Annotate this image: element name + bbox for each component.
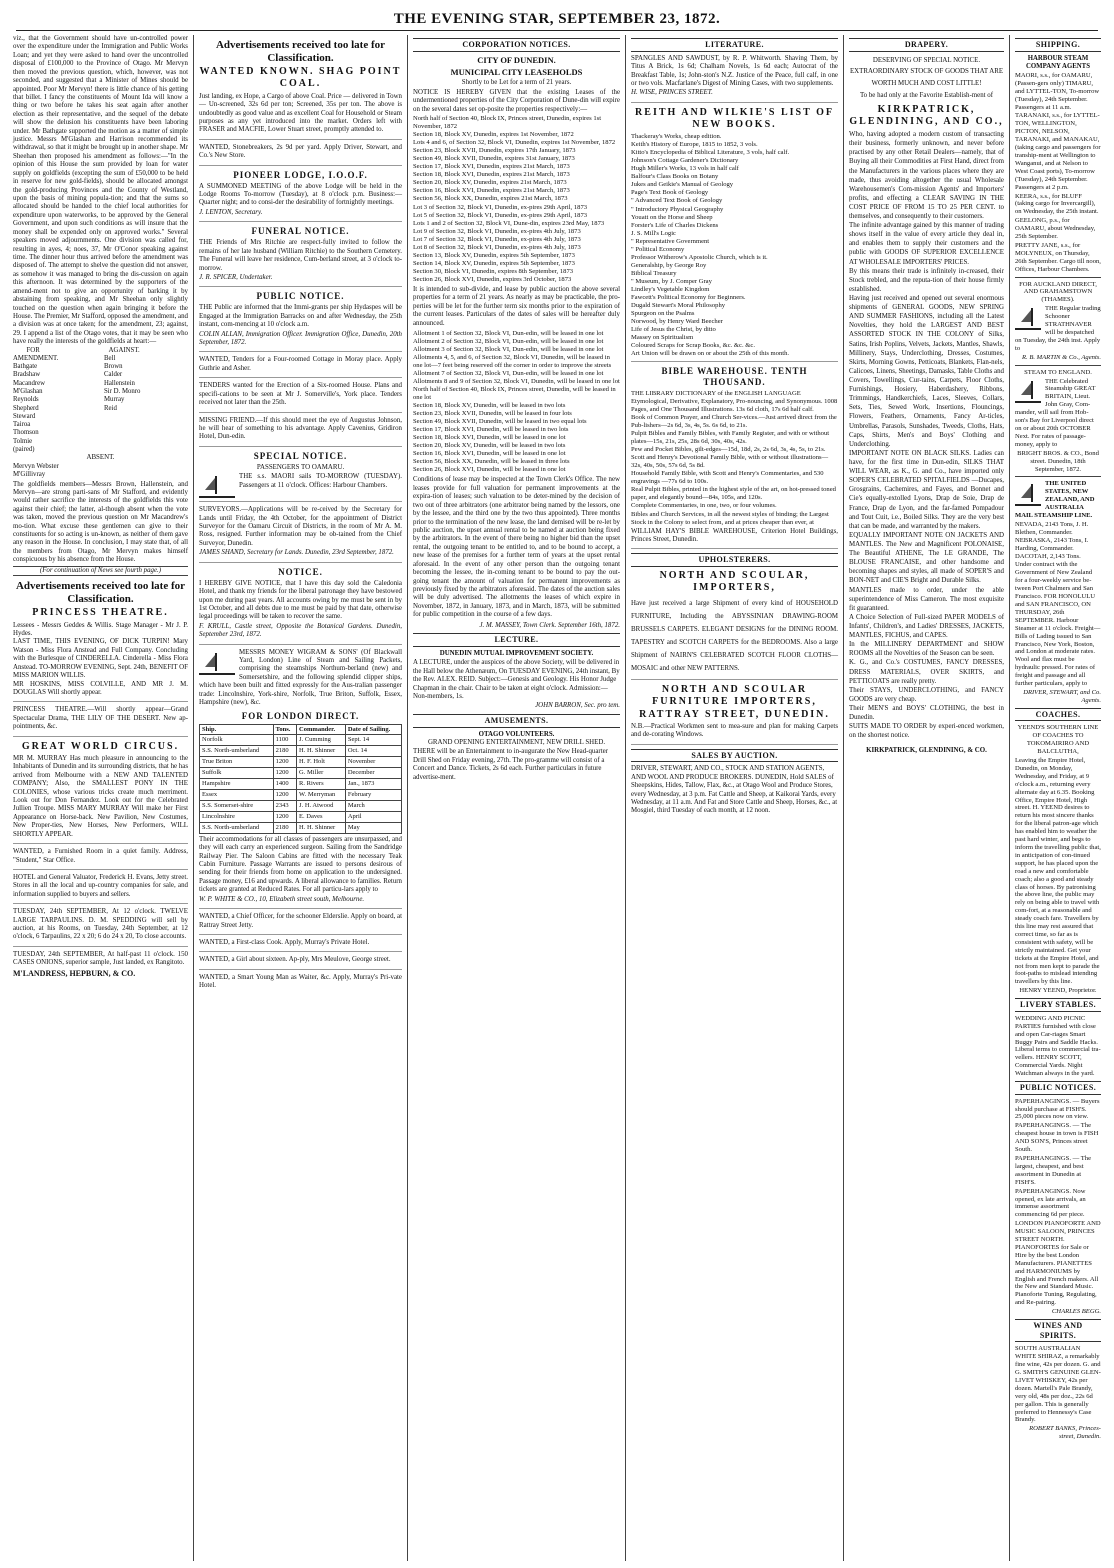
table-cell: May <box>345 822 401 833</box>
ship-icon <box>199 474 235 498</box>
table-cell: Lincolnshire <box>200 811 274 822</box>
chief-officer-text: WANTED, a Chief Officer, for the schooner Elderslie. Apply on board, at Rattray Street Jetty. <box>199 913 402 929</box>
ns-title: NORTH AND SCOULAR, IMPORTERS, <box>659 570 810 594</box>
wanted-room-text: WANTED, a Furnished Room in a quiet family. Address, "Student," Star Office. <box>13 848 188 864</box>
strathnaver-ad: THE Regular trading Schooner STRATHNAVER will be despatched on Tuesday, the 24th inst. Apply to <box>1015 305 1101 352</box>
lecture-section: LECTURE. <box>413 633 620 647</box>
lease-lots: North half of Section 40, Block IX, Princes street, Dunedin, expires 1st November, 1872 Section 18, Block XV, Dunedin, expires 1st November, 1872 Lots 4 and 6, of Section 32, Block VI, Dunedin, expires 1st November, 1872 Section 23, Block XVII, Dunedin, expires 17th January, 1873 Section 49, Block XVII, Dunedin, expires 31st January, 1873 Section 17, Block XVI, Dunedin, expires 21st March, 1873 Section 18, Block XVI, Dunedin, expires 21st March, 1873 Section 20, Block XV, Dunedin, expires 21st March, 1873 Section 16, Block XVI, Dunedin, expires 21st March, 1873 Section 56, Block XX, Dunedin, expires 21st March, 1873 Lot 3 of Section 32, Block VI, Dunedin, ex-pires 29th April, 1873 Lot 5 of Section 32, Block VI, Dunedin, ex-pires 29th April, 1873 Lots 1 and 2 of Section 32, Block VI, Dune-din, expires 23rd May, 1873 Lot 9 of Section 32, Block VI, Dunedin, ex-pires 4th July, 1873 Lot 7 of Section 32, Block VI, Dunedin, ex-pires 4th July, 1873 Lot 8 of Section 32, Block VI, Dunedin, ex-pires 4th July, 1873 Section 13, Block XV, Dunedin, expires 5th September, 1873 Section 14, Block XV, Dunedin, expires 5th September, 1873 Section 30, Block VI, Dunedin, expires 8th September, 1873 Section 26, Block XVI, Dunedin, expires 3rd October, 1873 <box>413 115 616 283</box>
taranaki-ad: TARANAKI, s.s., for LYTTEL-TON, WELLINGTON, PICTON, NELSON, TARANAKI, and MANAKAU, (taking cargo and passengers for tranship-ment at Wellington to Wanganui, and at Nelson to West Coast ports), To-morrow (Tuesday), 24th September. Passengers at 2 p.m. <box>1015 112 1101 191</box>
tender-cottage-ad <box>199 356 402 378</box>
coaches-section: COACHES. <box>1015 708 1101 722</box>
lease-allotments: Allotment 1 of Section 32, Block VI, Dun-edin, will be leased in one lot Allotment 2 of Section 32, Block VI, Dun-edin, will be leased in one lot Allotment 3 of Section 32, Block VI, Dun-edin, will be leased in one lot Allotments 4, 5, and 6, of Section 32, Block VI, Dunedin, will be leased in one lot—7 feet being reserved off the corner in order to improve the streets Allotment 7 of Section 32, Block VI, Dun-edin, will be leased in one lot Allotments 8 and 9 of Section 32, Block VI, Dunedin, will be leased in one lot North half of Section 40, Block IX, Princes street, Dunedin, will be leased in one lot Section 18, Block XV, Dunedin, will be leased in two lots Section 23, Block XVII, Dunedin, will be leased in four lots Section 49, Block XVII, Dunedin, will be leased in two equal lots Section 17, Block XVI, Dunedin, will be leased in two lots Section 18, Block XVI, Dunedin, will be leased in one lot Section 20, Block XV, Dunedin, will be leased in two lots Section 16, Block XVI, Dunedin, will be leased in one lot Section 56, Block XX, Dunedin, will be leased in three lots Section 26, Block XVI, Dunedin, will be leased in one lot <box>413 329 620 474</box>
harbour-title: HARBOUR STEAM COMPANY AGENTS <box>1025 54 1090 70</box>
sale2-text: TUESDAY, 24th SEPTEMBER, At half-past 11 o'clock. 150 CASES ONIONS, superior sample, Just landed, ex Rangitoto. <box>13 950 188 967</box>
table-header: Tons. <box>273 724 296 735</box>
piano-sig: CHARLES BEGG. <box>1051 1308 1101 1316</box>
pioneer-title: PIONEER LODGE, I.O.O.F. <box>233 169 368 180</box>
princess-theatre-ad <box>13 607 188 702</box>
table-cell: H. H. Shinner <box>297 822 346 833</box>
table-cell: Sept. 14 <box>345 735 401 746</box>
table-cell: 2343 <box>273 801 296 812</box>
auckland-title: FOR AUCKLAND DIRECT, AND GRAHAMSTOWN (THAMES). <box>1019 280 1097 304</box>
table-cell: True Briton <box>200 757 274 768</box>
pioneer-ad <box>199 170 402 223</box>
surveyors-text: SURVEYORS.—Applications will be re-ceived by the Secretary for Lands until Friday, the 4th October, for the appointment of District Surveyor for the Oamaru Circuit of Districts, in the room of Mr A. M. Ross, resigned. Further information may be ob-tained from the Chief Surveyor, Dunedin. <box>199 506 402 547</box>
columns <box>8 35 1106 1561</box>
table-cell: 2180 <box>273 746 296 757</box>
funeral-title: FUNERAL NOTICE. <box>251 226 350 237</box>
sailing-table <box>199 724 402 834</box>
spangles-ad <box>631 55 838 103</box>
surveyors-ad <box>199 506 402 563</box>
piano-ad: LONDON PIANOFORTE AND MUSIC SALOON, PRINCES STREET NORTH. PIANOFORTES for Sale or Hire by the best London Manufacturers. PIANETTES and HARMONIUMS by English and French makers. All the New and Standard Music. Pianoforte Tuning, Regulating, and Re-pairing. <box>1015 1220 1101 1307</box>
table-cell: S.S. Somerset-shire <box>200 801 274 812</box>
funeral-body: THE Friends of Mrs Ritchie are respect-fully invited to follow the remains of her late husband (William Ritchie) to the Southern Cemetery. The Funeral will leave her residence, Cum-berland street, at 3 o'clock to-morrow. <box>199 239 402 272</box>
reith-list: Thackeray's Works, cheap edition. Keith's History of Europe, 1815 to 1852, 3 vols. Kitto's Encyclopedia of Biblical Literature, 3 vols, half calf. Johnson's Cottage Gardener's Dictionary Hugh Miller's Works, 13 vols in half calf Balfour's Class Books on Botany Jukes and Geikie's Manual of Geology Page's Text Book of Geology " Advanced Text Book of Geology " Introductory Physical Geography Youatt on the Horse and Sheep Forster's Life of Charles Dickens J. S. Mill's Logic " Representative Government " Political Economy Professor Witherow's Apostolic Church, which is it. Generalship, by George Roy Biblical Treasury " Museum, by J. Comper Gray Lindley's Vegetable Kingdom Fawcett's Political Economy for Beginners. Dugald Stewart's Moral Philosophy Spurgeon on the Psalms Norwood, by Henry Ward Beecher Life of Jesus the Christ, by ditto Massey on Spiritualism Coloured Scraps for Scrap Books, &c. &c. &c. Art Union will be drawn on or about the 25th of this month. <box>631 133 790 358</box>
circus-body: MR M. MURRAY Has much pleasure in announcing to the Inhabitants of Dunedin and its surrounding districts, that he has arrived from Melbourne with a NEW AND TALENTED COMPANY; Also, the SMALLEST PONY IN THE COLONIES, whose various tricks create much merriment. Look out for Don Fernandez. Look out for the Celebrated Jullien Troupe. MISS MARY MURRAY Will make her First Appearance on Horse-back. New Pavilion, New Costumes, New Proper-ties, New Horses, New Performers, WILL SHORTLY APPEAR. <box>13 754 188 838</box>
missing-text: MISSING FRIEND.—If this should meet the eye of Augustus Johnson, he will hear of something to his advantage. Apply Cavenius, Gridiron Hotel, Dun-edin. <box>199 416 402 441</box>
usnz-ships: NEVADA, 2143 Tons, J. H. Blethen, Commander. NEBRASKA, 2143 Tons, I. Harding, Commander. DACOTAH, 2,143 Tons. <box>1015 520 1089 560</box>
table-cell: 1200 <box>273 757 296 768</box>
table-cell: April <box>345 811 401 822</box>
lease-sub: Shortly to be Let for a term of 21 years. <box>461 79 572 87</box>
funeral-ad <box>199 226 402 287</box>
tender-shop-ad <box>199 382 402 412</box>
late-heading-2: Advertisements received too late for Classification. <box>215 39 385 64</box>
pretty-jane-ad: PRETTY JANE, s.s., for MOLYNEUX, on Thursday, 26th September. Cargo till noon, Offices, Harbour Chambers. <box>1015 241 1101 273</box>
masthead: THE EVENING STAR, SEPTEMBER 23, 1872. <box>16 8 1098 31</box>
table-cell: J. Cumming <box>297 735 346 746</box>
continuation-note: (For continuation of News see fourth page.) <box>13 566 188 576</box>
drapery-foot: KIRKPATRICK, GLENDINING, & CO. <box>866 747 987 755</box>
table-row <box>200 768 402 779</box>
pioneer-body: A SUMMONED MEETING of the above Lodge will be held in the Lodge Rooms To-morrow (Tuesday), at 8 o'clock p.m. Business:—Quarter night; and to consi-der the desirability of fortnightly meetings. <box>199 182 402 207</box>
table-row <box>200 801 402 812</box>
table-cell: G. Miller <box>297 768 346 779</box>
chief-officer-ad <box>199 913 402 935</box>
notice-title: NOTICE. <box>278 566 323 577</box>
tender-cottage-text: WANTED, Tenders for a Four-roomed Cottage in Moray place. Apply Guthrie and Asher. <box>199 356 402 372</box>
public-notice-ad <box>199 291 402 352</box>
column-6 <box>1010 35 1106 1561</box>
ns-body: Have just received a large Shipment of every kind of HOUSEHOLD FURNITURE, Including the ABYSSINIAN DRAWING-ROOM BRUSSELS CARPETS. ELEGANT DESIGNS for the DINING ROOM. TAPESTRY and SCOTCH CARPETS for the BEDROOMS. Also a large Shipment of NAIRN'S CELEBRATED SCOTCH FLOOR CLOTHS—MOSAIC and other NEW PATTERNS. <box>631 599 838 673</box>
special-title: SPECIAL NOTICE. <box>253 450 348 461</box>
notice-body: I HEREBY GIVE NOTICE, that I have this day sold the Caledonia Hotel, and thank my friends for the liberal patronage they have bestowed upon me during past years. All accounts owing by me must be sent in by 1st October, and all debts due to me must be paid by that date, otherwise legal proceedings will be taken to recover the same. <box>199 579 402 621</box>
table-row <box>200 811 402 822</box>
special-sub: PASSENGERS TO OAMARU. <box>256 463 345 471</box>
surveyors-sig: JAMES SHAND, Secretary for Lands. Dunedin, 23rd September, 1872. <box>199 549 394 557</box>
table-cell: E. Daves <box>297 811 346 822</box>
paper2-ad: PAPERHANGINGS. — The cheapest house in town is FISH AND SON'S, Princes street South. <box>1015 1122 1099 1154</box>
table-header: Date of Sailing. <box>345 724 401 735</box>
news-text: viz., that the Government should have un-controlled power over the expenditure under the Immigration and Public Works Loan; and yet they were asked to hand over the uncontrolled disposal of £100,000 to the Province of Otago. Mr Mervyn then moved the previous question, which, however, was not seconded, and suggested that a Minister of Mines should be appointed. Poor Mr Mervyn! there is little chance of his getting that billet. I fancy the constituents of Mount Ida will know a thing or two before he takes his seat again after another election as their representative, and the sequel of the debate will show the delusion his constituents have been laboring under. Mr Bathgate supported the motion as a matter of simple justice. Messrs M'Glashan and Harrison recommended its withdrawal, so that it might be brought up in another shape. Mr Sheehan then proposed his amendment as follows:—"In the opinion of this House the sum provided by loan for water supply on goldfields (excepting the sum of £50,000 to be held in reserve for new gold-fields), should be allocated amongst the gold-producing Provinces and the County of Westland, upon the basis of mining popula-tion; and that the sums so allocated should be handed to the chief local authorities for expenditure upon waterworks, to be approved by the General Government, and upon such conditions as will insure that the money shall be expended only on approved works." Several speakers moved adjournments. One division was called for, resulting in ayes, 4; noes, 37, Mr O'Conor speaking against time. The dinner hour thus arrived before the amendment was disposed of. The attempt to shelve the question did not answer, as somehow it was managed to bring the dis-cussion on again this afternoon. It was determined by the supporters of the amend-ment not to give an opportunity of barking it by abstaining from speaking, and Mr Sheehan only slightly touched on the question when again bringing it before the House. The Premier, Mr Stafford, opposed the amendment, and a division was at once taken; for the amendment, 23; against, 29. I append a list of the Otago votes, that it may be seen who have really the interests of the goldfields at heart:— <box>13 35 188 346</box>
girl-ad <box>199 956 402 969</box>
spangles-text: SPANGLES AND SAWDUST, by R. P. Whitworth. Shaving Them, by Titus A Brick, 1s 6d; Chalham Novels, 1s 6d each; Autocrat of the Breakfast Table, 1s; John-ston's N.Z. Justice of the Peace, full calf, in one or two vols. Macfarlane's Digest of Mining Cases, with two supplements. <box>631 54 838 88</box>
yeend-title: YEEND'S SOUTHERN LINE OF COACHES TO TOKOMAIRIRO AND BALCLUTHA, <box>1017 724 1099 756</box>
hotel-text: HOTEL and General Valuator, Frederick H. Evans, Jetty street. Stores in all the local and up-country companies for sale, and information supplied to buyers and sellers. <box>13 873 188 898</box>
wines-section: WINES AND SPIRITS. <box>1015 1319 1101 1342</box>
bible-title: BIBLE WAREHOUSE. TENTH THOUSAND. <box>661 366 808 388</box>
table-cell: R. Rivers <box>297 779 346 790</box>
keera-ad: KEERA, s.s., for BLUFF (taking cargo for Invercargill), on Wednesday, the 25th instant. <box>1015 192 1099 216</box>
for-names: Bathgate Bradshaw Macandrew M'Glashan Reynolds Shepherd Steward Tairoa Thomson Tolmie (paired) <box>13 363 46 453</box>
upholsterers-section: UPHOLSTERERS. <box>631 553 838 567</box>
column-3 <box>408 35 626 1561</box>
circus-title: GREAT WORLD CIRCUS. <box>21 740 180 752</box>
girl-text: WANTED, a Girl about sixteen. Ap-ply, Mrs Meulove, George street. <box>199 956 391 964</box>
ns2-title: NORTH AND SCOULAR FURNITURE IMPORTERS, RATTRAY STREET, DUNEDIN. <box>639 684 830 720</box>
table-cell: 1400 <box>273 779 296 790</box>
absent-names: Mervyn Webster M'Gillivray <box>13 462 59 479</box>
ship-icon <box>1015 306 1041 330</box>
special-body: THE s.s. MAORI sails TO-MORROW (TUESDAY). Passengers at 11 o'clock. Offices: Harbour Chambers. <box>239 473 402 489</box>
princess-title: PRINCESS THEATRE. <box>32 607 169 619</box>
princess-body: Lessees - Messrs Geddes & Willis. Stage Manager - Mr J. P. Hydes. LAST TIME, THIS EVENING, OF DICK TURPIN! Mary Watson - Miss Flora Anstead and Full Company. Concluding with the Burlesque of CINDERELLA. Cinderella - Miss Flora Anstead. TO-MORROW EVENING, Sept. 24th, BENEFIT OF MISS MARION WILLIS. MR HOSKINS, MISS COLVILLE, AND MR J. M. DOUGLAS Will shortly appear. <box>13 621 188 697</box>
theatre2-ad <box>13 706 188 736</box>
drapery-body: Who, having adopted a modern custom of transacting their business, formerly unknown, and never before practised by any other Retail Dealers—namely, that of Buying all their Commodities at First Hand, direct from the Manufacturers in the various places where they are made, thus avoiding altogether the usual Wholesale Warehousemen's Com-mission Agents' and Importers' profits, and effecting a CLEAR SAVING IN THE COST PRICE OF FROM 15 TO 25 PER CENT. to themselves, and consequently to their customers. The infinite advantage gained by this manner of trading shows itself in the value of every article they deal in, and enables them to supply their customers and the public with GOODS OF SUPERIOR EXCELLENCE AT WHOLESALE IMPORTERS' PRICES. By this means their trade is infinitely in-creased, their Stock trebled, and the reputa-tion of their house firmly established. Having just received and opened out several enormous shipments of GENERAL GOODS, NEW SPRING AND SUMMER FASHIONS, including all the Latest Novelties, they hold the LARGEST AND BEST ASSORTED STOCK IN THE COLONY of Silks, Satins, Irish Poplins, Velvets, Jackets, Mantles, Shawls, Millinery, Stays, Underclothing, Dresses, Costumes, Skirts, Morning Gowns, Petticoats, Blankets, Flan-nels, Calicoes, Linens, Sheetings, Damasks, Table Cloths and Covers, Towellings, Cur-tains, Carpets, Floor Cloths, Furnishings, Hosiery, Haberdashery, Ribbons, Trimmings, Handkerchiefs, Laces, Sleeves, Collars, Sets, Ties, Sewed Work, Insertions, Flouncings, Flowers, Feathers, Ornaments, Fancy Ar-ticles, Umbrellas, Parasols, Sunshades, Tweeds, Cloths, Hats, Caps, Shirts, Men's and Boys' Clothing and Underclothing. IMPORTANT NOTE ON BLACK SILKS. Ladies can have, for the first time in Dun-edin, SILKS THAT WILL WEAR, as K., G. and Co., have imported only SOPER'S CELEBRATED SPITALFIELDS —Ducapes, Grosgrains, Cachemires, and Fayes, and Bonnet and Cie's equally-extolled Lyons, Drap de Soie, Drap de France, Drap de Lyon, and the far-famed Pompadour and Tout Cuit, i.e., Boiled Silks. They are the very best that can be made, and warranted by the makers. EQUALLY IMPORTANT NOTE ON JACKETS AND MANTLES. The New and Magnificent POLONAISE, The Beautiful ATHENE, The LE GRANDE, The BLOUSE FRANCAISE, and other handsome and becoming shapes and styles, all made of SOPER'S and BON-NET and CIE'S Bright and Durable Silks. MANTLES made to order, under the able superintendence of Miss Cameron. The most exquisite fit guaranteed. A Choice Selection of Full-sized PAPER MODELS of Infants', Children's, and Ladies' DRESSES, JACKETS, MANTLES, FICHUS, and CAPES. In the MILLINERY DEPARTMENT and SHOW ROOMS all the Novelties of the Season can be seen. K. G., and Co.'s COSTUMES, FANCY DRESSES, DRESS MATERIALS, OVER SKIRTS, and PETTICOATS are really pretty. Their STAYS, UNDERCLOTHING, and FANCY GOODS are very cheap. Their MEN'S and BOYS' CLOTHING, the best in Dunedin. SUITS MADE TO ORDER by experi-enced workmen, on the shortest notice. <box>849 131 1004 740</box>
ship-icon <box>1015 379 1041 403</box>
bible-ad <box>631 366 838 549</box>
notice-ad <box>199 567 402 645</box>
leaseholds-title: MUNICIPAL CITY LEASEHOLDS <box>450 67 583 78</box>
table-cell: Hampshire <box>200 779 274 790</box>
drapery-firm: KIRKPATRICK, GLENDINING, AND CO., <box>849 103 1004 127</box>
table-cell: W. Merryman <box>297 790 346 801</box>
cook-text: WANTED, a First-class Cook. Apply, Murray's Private Hotel. <box>199 939 370 946</box>
coal-title: WANTED KNOWN. SHAG POINT COAL. <box>199 66 402 90</box>
yeend-body: Leaving the Empire Hotel, Dunedin, on Monday, Wednesday, and Friday, at 9 o'clock a.m., returning every alternate day at 6.35. Booking Office, Empire Hotel, High street. H. YEEND desires to return his most sincere thanks for the liberal patron-age which has enabled him to weather the past hard winter, and begs to inform the travelling public that, in anticipation of con-tinued support, he has placed upon the road a new and comfortable coach; also a good and steady class of horses. By patronising the above line, the public may rely on being able to travel with com-fort, at a reasonable and steady coach fare. Travellers by this line may rest assured that correct time, so far as is consistent with safety, will be strictly maintained. Get your tickets at the Empire Hotel, and not from men kept to parade the foot-paths to mislead intending travellers by this line. <box>1015 757 1101 986</box>
table-header: Ship. <box>200 724 274 735</box>
table-row <box>200 735 402 746</box>
column-2 <box>194 35 408 1561</box>
table-cell: Norfolk <box>200 735 274 746</box>
hotel-ad <box>13 874 188 904</box>
young-man-text: WANTED, a Smart Young Man as Waiter, &c. Apply, Murray's Pri-vate Hotel. <box>199 973 402 990</box>
great-britain-ad: THE Celebrated Steamship GREAT BRITAIN, Lieut. John Gray, Com-mander, will sail from Hob-son's Bay for Liverpool direct on or about 20th OCTOBER Next. For rates of passage-money, apply to <box>1015 377 1096 448</box>
tender-shop-text: TENDERS wanted for the Erection of a Six-roomed House. Plans and specifi-cations to be seen at Mr J. Somerville's, York place. Tenders received not later than the 25th. <box>199 382 402 407</box>
table-cell: S.S. North-umberland <box>200 822 274 833</box>
table-cell: H. H. Shinner <box>297 746 346 757</box>
drapery-section: DRAPERY. <box>849 38 1004 52</box>
england-title: STEAM TO ENGLAND. <box>1024 368 1092 376</box>
ship-icon <box>199 651 235 675</box>
amuse-sub: GRAND OPENING ENTERTAINMENT, NEW DRILL SHED. <box>427 738 606 746</box>
money-wigram-text: MESSRS MONEY WIGRAM & SONS' (Of Blackwall Yard, London) Line of Steam and Sailing Packets, comprising the steamships Northum-berland (new) and Somersetshire, and the following splendid clipper ships, which have been built and fitted expressly for the Aus-tralian passenger trade: Lincolnshire, York-shire, Norfolk, True Briton, Suffolk, Essex, Hampshire (new), &c. <box>199 648 402 707</box>
table-row <box>200 822 402 833</box>
table-cell: December <box>345 768 401 779</box>
money-wigram-ad <box>199 649 402 910</box>
sale1-text: TUESDAY, 24th SEPTEMBER, At 12 o'clock. TWELVE LARGE TARPAULINS. D. M. SPEDDING will sell by auction, at his Rooms, on Tuesday, 24th September, at 12 o'clock, 6 Tarpaulins, 22 x 20; 6 do 24 x 20, To close accounts. <box>13 908 188 941</box>
sale2-foot: M'LANDRESS, HEPBURN, & CO. <box>13 968 136 978</box>
table-cell: Jan., 1873 <box>345 779 401 790</box>
against-label: AGAINST. <box>108 346 140 354</box>
ship-icon <box>1015 482 1041 506</box>
paper4-ad: PAPERHANGINGS. Now opened, ex late arrivals, an immense assortment commencing 6d per piece. <box>1015 1187 1086 1219</box>
yeend-sig: HENRY YEEND, Proprietor. <box>1019 987 1097 995</box>
table-header: Commander. <box>297 724 346 735</box>
young-man-ad <box>199 974 402 995</box>
usnz-body: Under contract with the Government of New Zealand for a four-weekly service be-tween Port Chalmers and San Francisco. FOR HONOLULU and SAN FRANCISCO, ON THURSDAY, 26th SEPTEMBER. Harbour Steamer at 11 o'clock. Freight—Bills of Lading issued to San Francisco, New York, Boston, and London at moderate rates. Wool and flax must be hydraulic pressed. For rates of freight and passage and all further particulars, apply to <box>1015 561 1101 688</box>
wanted-room-ad <box>13 848 188 870</box>
shipping-section: SHIPPING. <box>1015 38 1101 52</box>
great-britain-sig: BRIGHT BROS. & CO., Bond street. Dunedin, 18th September, 1872. <box>1017 449 1099 473</box>
london-direct: FOR LONDON DIRECT. <box>241 710 360 721</box>
coal-body: Just landing, ex Hope, a Cargo of above Coal. Price — delivered in Town — Un-screened, 32s 6d per ton; Screened, 35s per ton. The above is undoubtedly as good value and as excellent Coal for Household or Steam purposes as any yet introduced into the market. Orders left with FRASER and MACFIE, Lower Stuart street, promptly attended to. <box>199 92 402 134</box>
table-cell: Suffolk <box>200 768 274 779</box>
spangles-sig: H. WISE, PRINCES STREET. <box>631 89 713 97</box>
money-sig: W. P. WHITE & CO., 10, Elizabeth street south, Melbourne. <box>199 895 365 903</box>
stonebreakers-ad <box>199 144 402 166</box>
geelong-ad: GEELONG, p.s., for OAMARU, about Wednesday, 25th September. <box>1015 217 1096 241</box>
table-row <box>200 757 402 768</box>
lecture-body: A LECTURE, under the auspices of the above Society, will be delivered in the Hall below the Athenæum, On TUESDAY EVENING, 24th instant, By the Rev. ALEX. REID. Subject:—Genesis and Geology. His Honor Judge Chapman in the chair. Chair to be taken at eight o'clock. Admission:—Non-members, 1s. <box>413 659 620 700</box>
north-scoular-2-ad <box>631 684 838 744</box>
late-heading: Advertisements received too late for Classification. <box>15 580 185 605</box>
pioneer-sig: J. LENTON, Secretary. <box>199 208 263 216</box>
table-row <box>200 746 402 757</box>
table-row <box>200 790 402 801</box>
circus-ad <box>13 741 188 844</box>
amuse-title: OTAGO VOLUNTEERS. <box>478 730 555 738</box>
wine-sig: ROBERT BANKS, Princes-street, Dunedin. <box>1029 1425 1101 1441</box>
column-1 <box>8 35 194 1561</box>
table-cell: 1200 <box>273 768 296 779</box>
table-cell: November <box>345 757 401 768</box>
table-cell: 2180 <box>273 822 296 833</box>
public-body: THE Public are informed that the Immi-grants per ship Hydaspes will be Engaged at the Immigration Barracks on and after Wednesday, the 25th instant, com-mencing at 10 o'clock a.m. <box>199 304 402 329</box>
closing-text: The goldfields members—Messrs Brown, Hallenstein, and Mervyn—are strong parti-sans of Mr Stafford, and evidently would rather sacrifice the interests of the goldfields this vote against their chief; the latter, al-though absent when the vote was taken, moved the previous question on Mr Macandrew's mo-tion. What excuse these gentlemen can give to their constituents for so acting is un-known, as neither of them gave any reason in the House. In conclusion, I may state that, of all the members from Otago, Mr Mervyn makes himself conspicuous by his absence from the House. <box>13 480 188 564</box>
public-title: PUBLIC NOTICE. <box>256 291 345 302</box>
table-cell: Oct. 14 <box>345 746 401 757</box>
lease-conditions: Conditions of lease may be inspected at the Town Clerk's Office. The new leases provide for full valuation for permanent improvements at the expira-tion of leases; such valuation to be deter-mined by the decision of two out of three arbitrators (one arbitrator being named by the lessors, one by the lessee, and the third one by the two thus appointed). Three months prior to the termination of the new lease, the land demised will be re-let by public auction, the upset annual rental to be named at auction being fixed by the arbitrators. In the event of there being no higher bid than the upset rental, the outgoing tenant to be entitled to, and to be bound to accept, a new lease of the premises for a further term of years at the upset rental aforesaid. In the event of any other person than the outgoing tenant becoming the lessee, the in-coming tenant to be bound to pay the out-going tenant the amount of valuation for permanent improvements as previously fixed by the arbitrators aforesaid. The dates of the auction sales will be duly advertised. The allotments the leases of which expire in November, 1872, in January, 1873, and in March, 1873, will be submitted for public competition in the course of a few days. <box>413 476 620 619</box>
sale2-ad <box>13 951 188 983</box>
cook-ad <box>199 939 402 952</box>
absent-label: ABSENT. <box>86 454 115 462</box>
lecture-sig: JOHN BARRON, Sec. pro tem. <box>535 702 620 710</box>
table-cell: February <box>345 790 401 801</box>
public-notices-section: PUBLIC NOTICES. <box>1015 1081 1101 1095</box>
table-cell: 1200 <box>273 790 296 801</box>
funeral-sig: J. R. SPICER, Undertaker. <box>199 273 273 281</box>
table-cell: J. H. Atwood <box>297 801 346 812</box>
theatre2-text: PRINCESS THEATRE.—Will shortly appear—Grand Spectacular Drama, THE LILY OF THE DESERT. New ap-pointments, &c. <box>13 706 188 731</box>
sale1-ad <box>13 908 188 947</box>
drapery-intro: DESERVING OF SPECIAL NOTICE. EXTRAORDINARY STOCK OF GOODS THAT ARE WORTH MUCH AND COST LITTLE! To be had only at the Favorite Establish-ment of <box>849 56 1004 99</box>
coal-ad <box>199 66 402 139</box>
lease-sig: J. M. MASSEY, Town Clerk. September 16th, 1872. <box>479 621 620 629</box>
missing-ad <box>199 417 402 447</box>
literature-section: LITERATURE. <box>631 38 838 52</box>
usnz-sig: DRIVER, STEWART, and Co. Agents. <box>1023 688 1101 704</box>
bible-body: THE LIBRARY DICTIONARY of the ENGLISH LANGUAGE Etymological, Derivative, Explanatory, Pro-nouncing, and Synonymous. 1008 Pages, and One Thousand Illustrations. 13s 6d cloth, 17s 6d half calf. Book of Common Prayer, and Church Ser-vices.—Just arrived direct from the Pub-lishers—2s 6d, 3s, 4s, 5s. 6s 6d, to 21s. Pulpit Bibles and Family Bibles, with Family Register, and with or without plates—15s, 21s, 25s, 28s 6d, 30s, 40s, 42s. Pew and Pocket Bibles, gilt-edges—15d, 18d, 2s, 2s 6d, 3s, 4s, 5s, to 21s. Scott and Henry's Devotional Family Bible, with or without illustrations—32s, 40s, 50s, 57s 6d, 5s 8d. Household Family Bible, with Scott and Henry's Commentaries, and 530 engravings —77s 6d to 100s. Real Pulpit Bibles, printed in the highest style of the art, on hot-pressed toned paper, and elegantly bound—84s, 105s, and 120s. Complete Commentaries, in one, two, or four volumes. Bibles and Church Services, in all the newest styles of binding; the Largest Stock in the Colony to select from, and at prices cheaper than ever, at <box>631 390 838 526</box>
vote-list <box>13 347 188 455</box>
sales-section: SALES BY AUCTION. <box>631 749 838 763</box>
city-title: CITY OF DUNEDIN. <box>477 54 556 65</box>
table-cell: S.S. North-umberland <box>200 746 274 757</box>
special-notice-ad <box>199 451 402 502</box>
paper3-ad: PAPERHANGINGS. — The largest, cheapest, and best assortment in Dunedin at FISH'S. <box>1015 1154 1092 1186</box>
amusements-section: AMUSEMENTS. <box>413 714 620 728</box>
against-names: Bell Brown Calder Hallenstein Sir D. Monro Murray Reid <box>104 354 141 412</box>
money-tail: Their accommodations for all classes of passengers are unsurpassed, and they will each carry an experienced surgeon. Sailing from the Sandridge Railway Pier. The Saloon Cabins are fitted with the necessary Teak Cabin Furniture. Passage Warrants are issued to persons desirous of sending for their friends from home on application to the undersigned. Passage money, £16 and upwards. A liberal allowance to families. Return tickets are granted at Reduced Rates. For all particu-lars apply to <box>199 835 402 894</box>
driver-ad: DRIVER, STEWART, AND CO., STOCK AND STATION AGENTS, AND WOOL AND PRODUCE BROKERS. DUNEDIN, Hold SALES of Sheepskins, Hides, Tallow, Flax, &c., at Otago Wool and Produce Stores, every Wednesday, at 3 p.m. Fat Cattle and Sheep, at Kaikorai Yards, every Wednesday, at 11 a.m. And Fat and Store Cattle and Sheep, Horses, &c., at Mosgiel, third Tuesday of each month, at 12 noon. <box>631 765 838 815</box>
column-4 <box>626 35 844 1561</box>
lecture-title: DUNEDIN MUTUAL IMPROVEMENT SOCIETY. <box>439 649 594 657</box>
ns2-body: N.B.—Practical Workmen sent to mea-sure and plan for making Carpets and de-corating Windows. <box>631 722 838 739</box>
reith-title: REITH AND WILKIE'S LIST OF NEW BOOKS. <box>635 106 834 131</box>
public-sig: COLIN ALLAN, Immigration Officer. Immigration Office, Dunedin, 20th September, 1872. <box>199 330 402 346</box>
bible-sig: WILLIAM HAY'S BIBLE WAREHOUSE, Criterion Hotel Buildings, Princes Street, Dunedin. <box>631 527 838 543</box>
stone-text: WANTED, Stonebreakers, 2s 9d per yard. Apply Driver, Stewart, and Co.'s New Store. <box>199 143 402 160</box>
table-cell: 1100 <box>273 735 296 746</box>
livery-section: LIVERY STABLES. <box>1015 998 1101 1012</box>
paper1-ad: PAPERHANGINGS. — Buyers should purchase at FISH'S. 25,000 pieces now on view. <box>1015 1097 1100 1121</box>
amuse-body: THERE will be an Entertainment to in-augurate the New Head-quarter Drill Shed on Friday evening, 27th. The pro-gramme will consist of a Concert and Dance. Tickets, 2s 6d each. Further particulars in future advertise-ment. <box>413 748 608 781</box>
lease-intended: It is intended to sub-divide, and lease by public auction the above several properties for a term of 21 years. As nearly as may be practicable, the pro-perties will be let for the further term six months prior to the expiration of the current leases. Particulars of the dates of sales will be hereafter duly announced. <box>413 285 620 327</box>
wine-ad: SOUTH AUSTRALIAN WHITE SHIRAZ, a remarkably fine wine, 42s per dozen. G. and G. SMITH'S GENUINE GLEN-LIVET WHISKEY, 42s per dozen. Martell's Pale Brandy, very old, 48s per doz., 22s 6d per gallon. This is generally preferred to Hennessy's Case Brandy. <box>1015 1345 1101 1424</box>
column-5 <box>844 35 1010 1561</box>
notice-sig: F. KRULL, Castle street, Opposite the Botanical Gardens. Dunedin, September 23rd, 1872. <box>199 622 402 639</box>
table-cell: H. F. Holt <box>297 757 346 768</box>
strathnaver-sig: R. B. MARTIN & Co., Agents. <box>1022 353 1101 361</box>
usnz-title: THE UNITED STATES, NEW ZEALAND, AND AUSTRALIA MAIL STEAMSHIP LINE. <box>1015 480 1095 520</box>
table-cell: 1200 <box>273 811 296 822</box>
north-scoular-ad <box>631 570 838 680</box>
table-cell: March <box>345 801 401 812</box>
corporation-section: CORPORATION NOTICES. <box>413 38 620 52</box>
maori-ad: MAORI, s.s., for OAMARU, (Passen-gers only) TIMARU, and LYTTEL-TON, To-morrow (Tuesday), 24th September. Passengers at 11 a.m. <box>1015 71 1100 111</box>
for-label: FOR AMENDMENT. <box>13 346 59 362</box>
lease-body: NOTICE IS HEREBY GIVEN that the existing Leases of the undermentioned properties of the City Corporation of Dune-din will expire on the several dates set op-posite the properties respectively:— <box>413 88 620 113</box>
wedding-ad: WEDDING AND PICNIC PARTIES furnished with close and open Car-riages Smart Buggy Pairs and Saddle Hacks. Liberal terms to commercial tra-vellers. HENRY SCOTT, Commercial Yards. Night Watchman always in the yard. <box>1015 1014 1101 1078</box>
table-cell: Essex <box>200 790 274 801</box>
reith-ad <box>631 107 838 362</box>
table-row <box>200 779 402 790</box>
